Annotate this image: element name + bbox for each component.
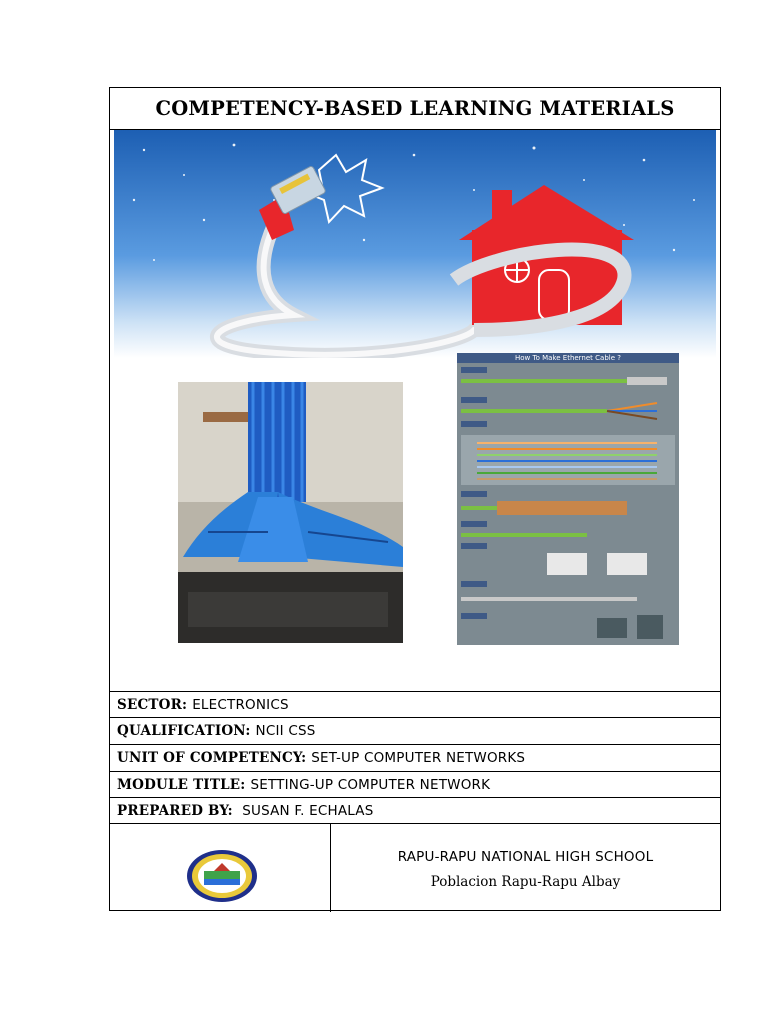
school-address: Poblacion Rapu-Rapu Albay [430,874,621,890]
prepared-by-value: SUSAN F. ECHALAS [237,802,374,819]
sector-value: ELECTRONICS [192,696,289,713]
document-frame [109,87,721,911]
hero-illustration [114,130,716,358]
ethernet-infographic [457,353,679,645]
cover-images [110,130,720,691]
prepared-by-label: PREPARED BY: [117,802,233,819]
cable-bundle-photo [178,382,403,643]
school-info-cell [331,824,720,912]
school-seal-logo [186,849,258,903]
module-title-label: MODULE TITLE: [117,776,246,793]
prepared-by-row [110,797,720,823]
document-title: COMPETENCY-BASED LEARNING MATERIALS [110,88,720,130]
school-footer [110,823,720,912]
qualification-row [110,717,720,744]
unit-of-competency-label: UNIT OF COMPETENCY: [117,750,307,766]
qualification-value: NCII CSS [255,723,316,739]
unit-of-competency-row [110,744,720,771]
sector-label: SECTOR: [117,696,188,713]
module-title-row [110,771,720,797]
logo-cell [110,824,331,912]
qualification-label: QUALIFICATION: [117,723,251,739]
infographic-title: How To Make Ethernet Cable ? [457,353,679,363]
infographic-steps [457,363,679,645]
unit-of-competency-value: SET-UP COMPUTER NETWORKS [311,750,526,766]
sector-row [110,691,720,717]
module-title-value: SETTING-UP COMPUTER NETWORK [250,776,491,793]
school-name: RAPU-RAPU NATIONAL HIGH SCHOOL [397,849,654,865]
